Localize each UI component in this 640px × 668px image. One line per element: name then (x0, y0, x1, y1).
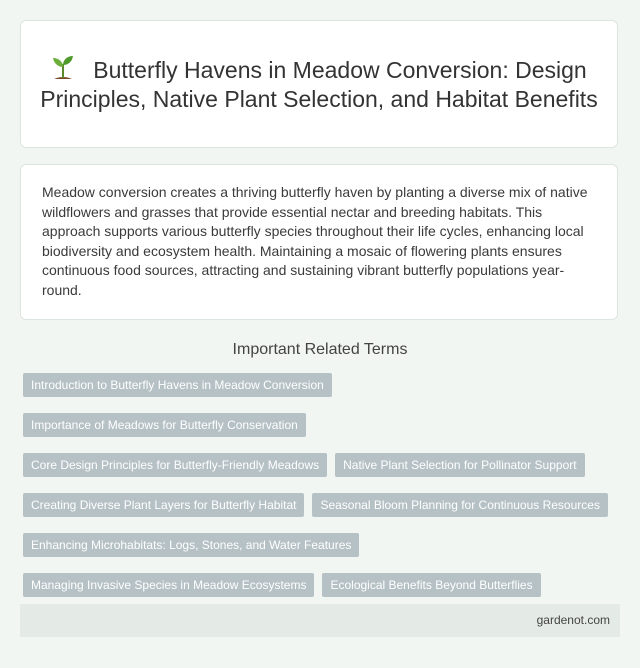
term-tag[interactable]: Managing Invasive Species in Meadow Ecosystems (23, 573, 314, 597)
term-tag[interactable]: Enhancing Microhabitats: Logs, Stones, and Water Features (23, 533, 359, 557)
related-terms-list (23, 373, 623, 637)
description-card (20, 164, 618, 320)
term-tag[interactable]: Ecological Benefits Beyond Butterflies (322, 573, 540, 597)
term-tag[interactable]: Introduction to Butterfly Havens in Meadow Conversion (23, 373, 332, 397)
title-card (20, 20, 618, 148)
description-text: Meadow conversion creates a thriving butterfly haven by planting a diverse mix of native wildflowers and grasses that provide essential nectar and breeding habitats. This approach supports various butterfly species throughout their life cycles, enhancing local biodiversity and ecosystem health. Maintaining a mosaic of flowering plants ensures continuous food sources, attracting and sustaining vibrant butterfly populations year-round. (42, 184, 588, 298)
page-title-text: Butterfly Havens in Meadow Conversion: Design Principles, Native Plant Selection, and Habitat Benefits (40, 56, 598, 112)
term-tag[interactable]: Core Design Principles for Butterfly-Friendly Meadows (23, 453, 327, 477)
term-tag[interactable]: Importance of Meadows for Butterfly Conservation (23, 413, 306, 437)
related-terms-heading: Important Related Terms (232, 341, 408, 358)
page-title (39, 55, 599, 114)
term-tag[interactable]: Seasonal Bloom Planning for Continuous Resources (312, 493, 608, 517)
term-tag[interactable]: Creating Diverse Plant Layers for Butterfly Habitat (23, 493, 304, 517)
sprout-icon (51, 55, 75, 81)
footer-site-link[interactable]: gardenot.com (536, 613, 610, 627)
term-tag[interactable]: Native Plant Selection for Pollinator Support (335, 453, 584, 477)
footer (20, 604, 620, 637)
